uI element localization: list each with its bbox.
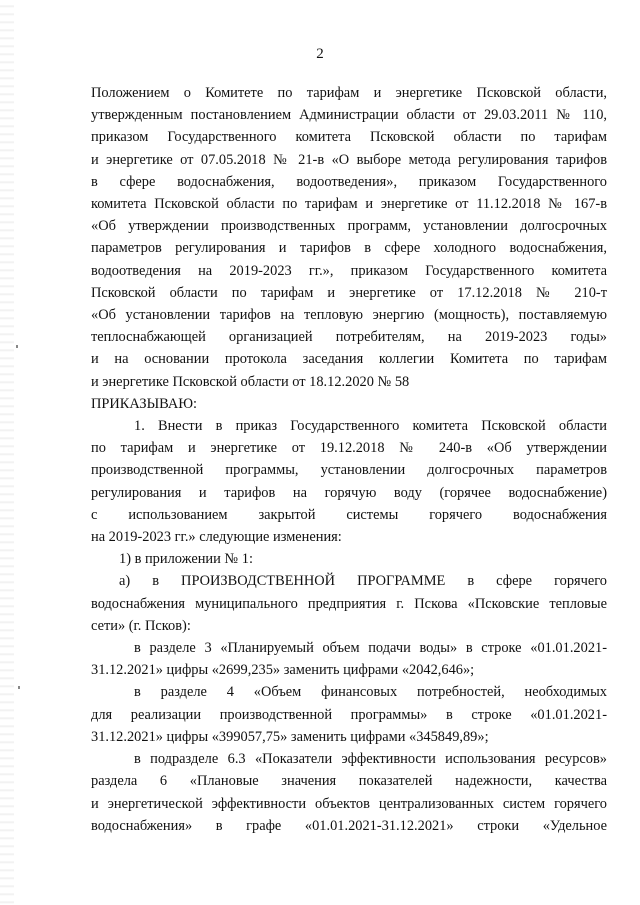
intro-line: и на основании протокола заседания коллегии Комитета по тарифам [91, 351, 607, 368]
intro-line: теплоснабжающей организацией потребителям, на 2019-2023 годы» [91, 329, 607, 346]
section-4-line: в разделе 4 «Объем финансовых потребностей, необходимых [134, 684, 607, 701]
intro-line: комитета Псковской области по тарифам и энергетике от 11.12.2018 № 167-в [91, 196, 607, 213]
document-body [91, 82, 607, 837]
subsection-6-3-line: раздела 6 «Плановые значения показателей надежности, качества [91, 773, 607, 790]
subitem-a-line: а) в ПРОИЗВОДСТВЕННОЙ ПРОГРАММЕ в сфере горячего [119, 573, 607, 590]
intro-line: и энергетике от 07.05.2018 № 21-в «О выборе метода регулирования тарифов [91, 151, 607, 168]
subsection-6-3-line: и энергетической эффективности объектов централизованных систем горячего [91, 795, 607, 812]
intro-line: параметров регулирования и тарифов в сфере холодного водоснабжения, [91, 240, 607, 257]
scan-edge-artifact [0, 0, 14, 905]
order-heading: ПРИКАЗЫВАЮ: [91, 395, 198, 412]
intro-line: в сфере водоснабжения, водоотведения», приказом Государственного [91, 173, 607, 190]
intro-line: приказом Государственного комитета Псковской области по тарифам [91, 129, 607, 146]
item-1-paragraph [91, 415, 607, 548]
subsection-6-3-line: в подразделе 6.3 «Показатели эффективности использования ресурсов» [134, 751, 607, 768]
intro-line: водоотведения на 2019-2023 гг.», приказом Государственного комитета [91, 262, 607, 279]
intro-line: и энергетике Псковской области от 18.12.2020 № 58 [91, 373, 410, 390]
scan-speck [16, 345, 18, 348]
item-1-line: производственной программы, установлении долгосрочных параметров [91, 462, 607, 479]
item-1-line: на 2019-2023 гг.» следующие изменения: [91, 529, 342, 546]
section-3-line: 31.12.2021» цифры «2699,235» заменить цифрами «2042,646»; [91, 662, 475, 679]
intro-paragraph [91, 82, 607, 393]
section-4-line: 31.12.2021» цифры «399057,75» заменить цифрами «345849,89»; [91, 728, 489, 745]
item-1-line: по тарифам и энергетике от 19.12.2018 № 240-в «Об утверждении [91, 440, 607, 457]
intro-line: Псковской области по тарифам и энергетике от 17.12.2018 № 210-т [91, 284, 607, 301]
intro-line: «Об установлении тарифов на тепловую энергию (мощность), поставляемую [91, 307, 607, 324]
subitem-a-line: водоснабжения муниципального предприятия г. Пскова «Псковские тепловые [91, 595, 607, 612]
section-4-line: для реализации производственной программы» в строке «01.01.2021- [91, 706, 607, 723]
item-1-line: регулирования и тарифов на горячую воду (горячее водоснабжение) [91, 484, 607, 501]
section-3-paragraph [91, 637, 607, 681]
subitem-a-line: сети» (г. Псков): [91, 617, 191, 634]
item-1-line: 1. Внести в приказ Государственного комитета Псковской области [134, 418, 607, 435]
subitem-1-heading: 1) в приложении № 1: [119, 551, 253, 568]
subsection-6-3-paragraph [91, 748, 607, 837]
intro-line: Положением о Комитете по тарифам и энергетике Псковской области, [91, 85, 607, 101]
item-1-line: с использованием закрытой системы горячего водоснабжения [91, 506, 607, 523]
intro-line: утвержденным постановлением Администрации области от 29.03.2011 № 110, [91, 107, 607, 124]
page-number: 2 [316, 46, 324, 62]
section-4-paragraph [91, 681, 607, 748]
subitem-a-paragraph [91, 570, 607, 637]
section-3-line: в разделе 3 «Планируемый объем подачи воды» в строке «01.01.2021- [134, 640, 607, 657]
intro-line: «Об утверждении производственных программ, установлении долгосрочных [91, 218, 607, 235]
scan-speck [18, 686, 20, 689]
subsection-6-3-line: водоснабжения» в графе «01.01.2021-31.12.2021» строки «Удельное [91, 817, 607, 834]
